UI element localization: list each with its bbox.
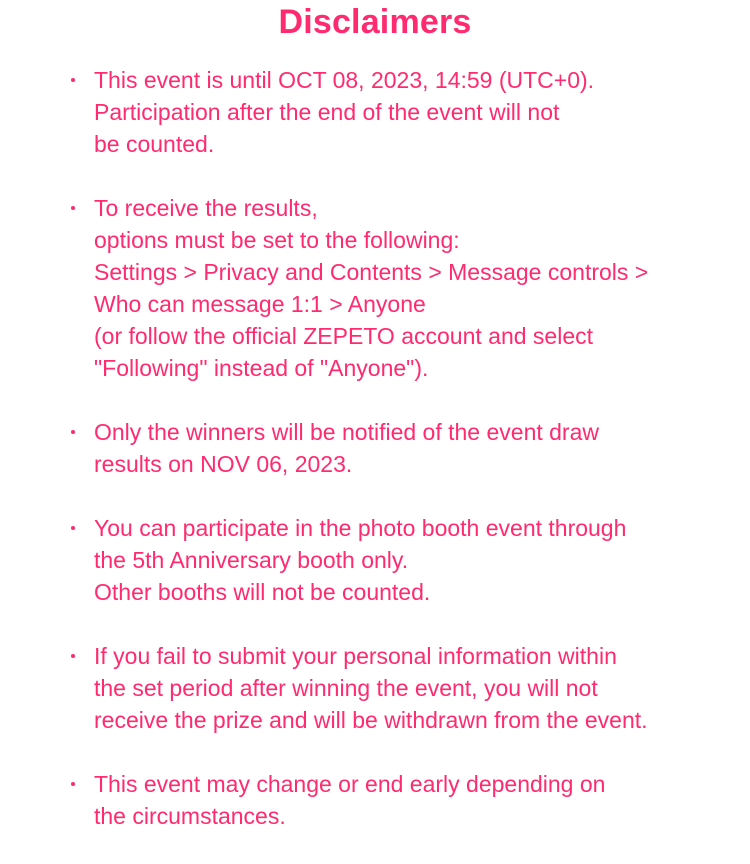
disclaimer-item-photo-booth [0, 512, 750, 608]
disclaimer-item-message-settings [0, 192, 750, 384]
disclaimer-line: the circumstances. [94, 803, 286, 829]
disclaimer-line: "Following" instead of "Anyone"). [94, 355, 429, 381]
disclaimer-line: the set period after winning the event, you will not [94, 675, 598, 701]
disclaimer-list [0, 64, 750, 864]
disclaimer-line: results on NOV 06, 2023. [94, 451, 353, 477]
bullet-icon [71, 78, 75, 82]
disclaimer-item-winner-notice [0, 416, 750, 480]
disclaimer-line: receive the prize and will be withdrawn from the event. [94, 707, 648, 733]
disclaimer-line: be counted. [94, 131, 215, 157]
bullet-icon [71, 526, 75, 530]
disclaimer-line: the 5th Anniversary booth only. [94, 547, 409, 573]
bullet-icon [71, 782, 75, 786]
disclaimer-line: This event may change or end early depending on [94, 771, 606, 797]
disclaimer-line: Other booths will not be counted. [94, 579, 431, 605]
page-title: Disclaimers [278, 3, 472, 41]
disclaimer-line: If you fail to submit your personal information within [94, 643, 617, 669]
disclaimer-line: options must be set to the following: [94, 227, 460, 253]
disclaimer-line: Participation after the end of the event will not [94, 99, 560, 125]
disclaimer-line: To receive the results, [94, 195, 318, 221]
disclaimer-line: Only the winners will be notified of the event draw [94, 419, 599, 445]
bullet-icon [71, 654, 75, 658]
disclaimer-line: You can participate in the photo booth event through [94, 515, 627, 541]
disclaimer-item-event-period [0, 64, 750, 160]
disclaimer-line: Settings > Privacy and Contents > Message controls > [94, 259, 649, 285]
disclaimer-line: Who can message 1:1 > Anyone [94, 291, 426, 317]
bullet-icon [71, 206, 75, 210]
bullet-icon [71, 430, 75, 434]
disclaimer-line: (or follow the official ZEPETO account and select [94, 323, 594, 349]
disclaimer-item-personal-info [0, 640, 750, 736]
disclaimer-line: This event is until OCT 08, 2023, 14:59 (UTC+0). [94, 67, 595, 93]
disclaimer-item-event-changes [0, 768, 750, 832]
